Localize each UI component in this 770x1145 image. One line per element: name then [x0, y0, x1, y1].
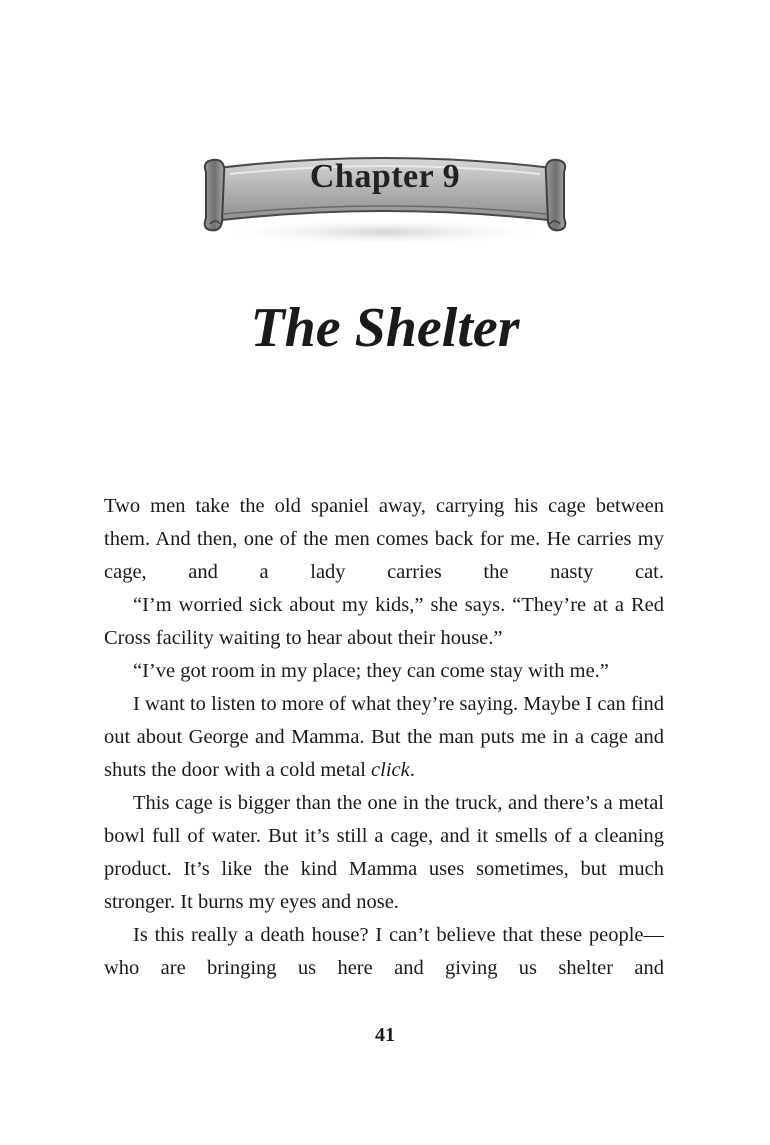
paragraph: “I’m worried sick about my kids,” she says. “They’re at a Red Cross facility waiting to hear about their house.” [104, 594, 664, 649]
paragraph: Two men take the old spaniel away, carrying his cage between them. And then, one of the men comes back for me. He carries my cage, and a lady carries the nasty cat. [104, 495, 664, 583]
page-number: 41 [375, 1024, 395, 1046]
chapter-banner [200, 150, 570, 250]
paragraph: Is this really a death house? I can’t believe that these people—who are bringing us here and giving us shelter and [104, 924, 664, 979]
chapter-body [104, 490, 664, 985]
chapter-number: Chapter 9 [309, 158, 461, 195]
paragraph-text: I want to listen to more of what they’re saying. Maybe I can find out about George and Mamma. But the man puts me in a cage and shuts the door with a cold metal [104, 693, 664, 781]
paragraph: This cage is bigger than the one in the truck, and there’s a metal bowl full of water. But it’s still a cage, and it smells of a cleaning product. It’s like the kind Mamma uses sometimes, but much stronger. It burns my eyes and nose. [104, 792, 664, 913]
emphasized-word: click [371, 759, 410, 781]
paragraph: “I’ve got room in my place; they can come stay with me.” [133, 660, 609, 682]
paragraph-end: . [409, 759, 415, 781]
chapter-title: The Shelter [250, 297, 520, 359]
paragraph [104, 688, 664, 787]
